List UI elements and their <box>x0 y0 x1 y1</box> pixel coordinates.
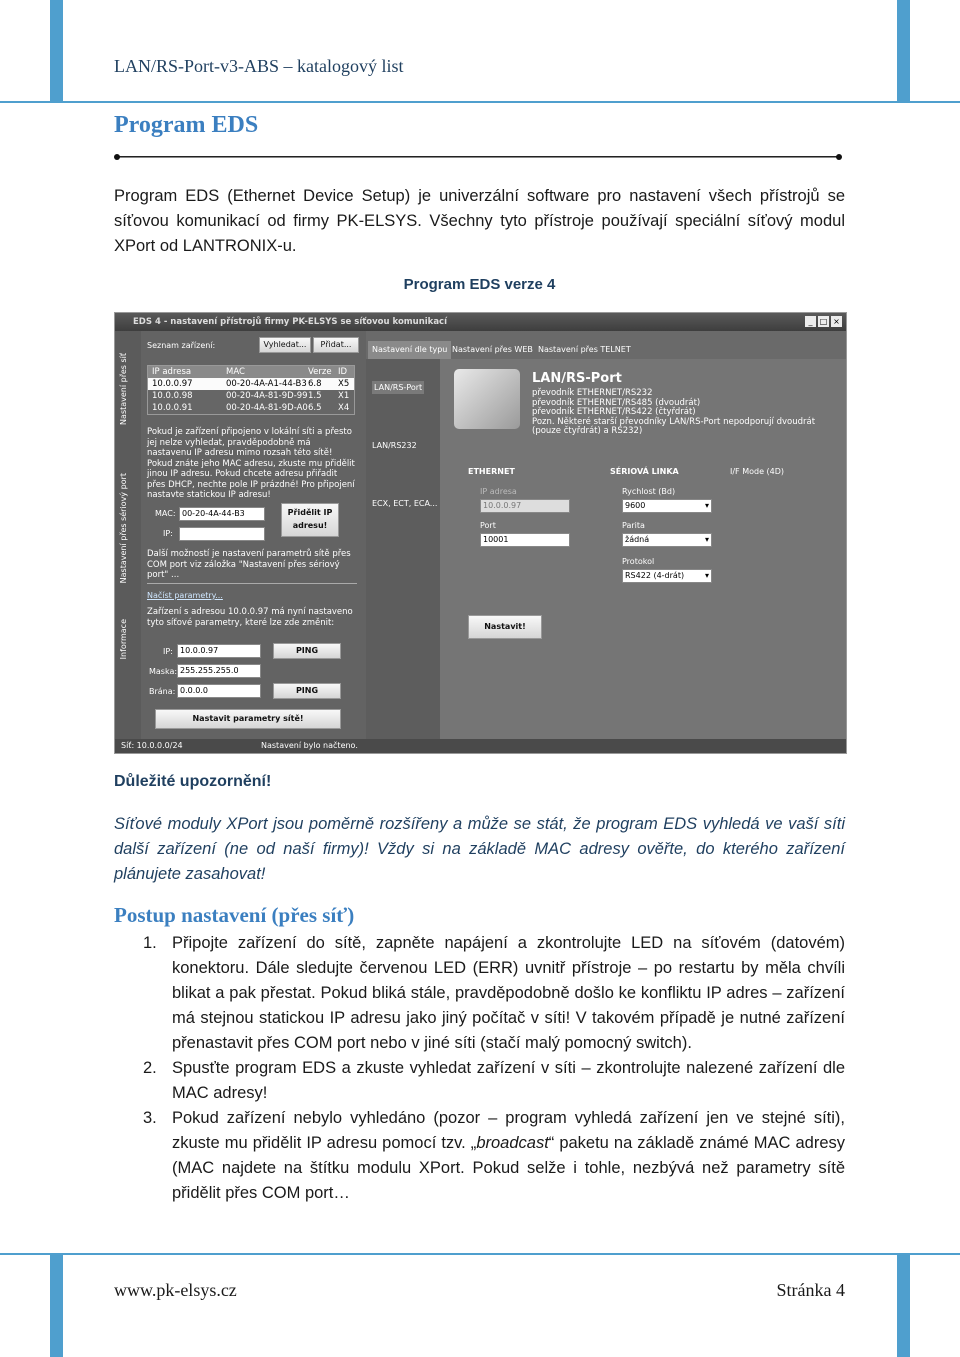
header-rule <box>0 101 960 103</box>
col-ip: IP adresa <box>152 367 192 377</box>
ethernet-label: ETHERNET <box>468 467 515 476</box>
info-text: Pokud je zařízení připojeno v lokální síti a přesto jej nelze vyhledat, pravděpodobně má nastavenu IP adresu mimo rozsah této sítě! Pokud znáte jeho MAC adresu, zkuste mu přidělit jinou IP adresu. Pokud chcete adresu přiřadit přes DHCP, nechte pole IP prázdné! Pro připojení nastavte statickou IP adresu! <box>147 427 355 500</box>
table-row <box>148 378 354 390</box>
vertical-tab-strip <box>115 331 141 739</box>
settings-panel <box>366 331 846 739</box>
vtab-serial: Nastavení přes sériový port <box>119 473 128 584</box>
warning-text: Síťové moduly XPort jsou poměrně rozšířeny a může se stát, že program EDS vyhledá ve vaší síti další zařízení (ne od naší firmy)! Vždy si na základě MAC adresy ověřte, do kterého zařízení plánujete zasahovat! <box>114 815 845 883</box>
tab-by-type: Nastavení dle typu <box>368 341 451 359</box>
device-line: převodník ETHERNET/RS422 (čtyřdrát) <box>532 407 696 418</box>
port-label: Port <box>480 521 496 530</box>
cell-mac: 00-20-4A-81-9D-A0 <box>226 403 308 413</box>
window-title: EDS 4 - nastavení přístrojů firmy PK-ELSYS se síťovou komunikací <box>133 317 448 327</box>
add-button: Přidat... <box>313 337 359 353</box>
cell-version: 6.5 <box>308 403 322 413</box>
frame-bar-bottom-left <box>50 1255 63 1357</box>
step-text-emphasis: broadcast <box>476 1134 549 1152</box>
step-text: Připojte zařízení do sítě, zapněte napájení a zkontrolujte LED na síťovém (datovém) konektoru. Dále sledujte červenou LED (ERR) uvnitř přístroje – po restartu by měla chvíli blikat a pak přestat. Pokud bliká stále, pravděpodobně došlo ke konfliktu IP adres – zařízení má stejnou statickou IP adresu jako jiný počítač v síti! V takovém případě je nutné zařízení přenastavit přes COM port nebo v jiné síti (stačí malý pomocný switch). <box>172 934 845 1052</box>
footer-website: www.pk-elsys.cz <box>114 1280 237 1300</box>
gateway-input: 0.0.0.0 <box>177 684 261 698</box>
list-item <box>114 931 845 1056</box>
search-button: Vyhledat... <box>259 337 311 353</box>
status-network: Síť: 10.0.0.0/24 <box>121 741 183 750</box>
running-header: LAN/RS-Port-v3-ABS – katalogový list <box>114 56 404 76</box>
intro-paragraph: Program EDS (Ethernet Device Setup) je univerzální software pro nastavení všech přístrojů se síťovou komunikací od firmy PK-ELSYS. Všechny tyto přístroje používají speciální síťový modul XPort od LANTRONIX-u. <box>114 187 845 255</box>
device-line: převodník ETHERNET/RS232 <box>532 388 653 398</box>
mac-input: 00-20-4A-44-B3 <box>179 507 265 521</box>
mac-label: MAC: <box>155 509 176 518</box>
type-lan-rs-port: LAN/RS-Port <box>374 383 423 392</box>
mask-label: Maska: <box>149 667 178 676</box>
cell-mac: 00-20-4A-81-9D-99 <box>226 391 308 401</box>
panel-divider <box>147 583 357 584</box>
ping-gateway-button: PING <box>273 683 341 699</box>
col-mac: MAC <box>226 367 245 377</box>
ip-input <box>179 527 265 541</box>
baud-label: Rychlost (Bd) <box>622 487 676 496</box>
section-heading-setup: Postup nastavení (přes síť) <box>114 903 355 927</box>
minimize-icon: _ <box>805 316 816 327</box>
setup-steps <box>114 931 845 1206</box>
ping-ip-button: PING <box>273 643 341 659</box>
window-controls <box>803 316 842 327</box>
eds-screenshot <box>114 312 847 754</box>
set-network-button: Nastavit parametry sítě! <box>155 709 341 729</box>
status-bar <box>115 739 846 753</box>
type-ecx: ECX, ECT, ECA... <box>372 499 438 508</box>
protocol-select: RS422 (4-drát) ▾ <box>622 569 712 583</box>
tab-web: Nastavení přes WEB <box>452 345 533 354</box>
step-text: Spusťte program EDS a zkuste vyhledat zařízení v síti – zkontrolujte nalezené zařízení dle MAC adresy! <box>172 1059 845 1102</box>
list-item <box>114 1106 845 1206</box>
ip-address-label: IP adresa <box>480 487 517 496</box>
section-heading-program-eds: Program EDS <box>114 112 259 138</box>
table-header <box>148 366 354 378</box>
device-list-label: Seznam zařízení: <box>147 341 216 350</box>
cell-ip: 10.0.0.97 <box>152 379 193 389</box>
device-note: Zařízení s adresou 10.0.0.97 má nyní nastaveno tyto síťové parametry, které lze zde změnit: <box>147 607 353 628</box>
device-description <box>532 389 832 437</box>
net-ip-input: 10.0.0.97 <box>177 644 261 658</box>
net-ip-label: IP: <box>163 647 173 656</box>
step-number: 3. <box>143 1109 157 1127</box>
footer-rule <box>0 1253 960 1255</box>
frame-bar-bottom-right <box>897 1255 910 1357</box>
serial-line-label: SÉRIOVÁ LINKA <box>610 467 679 476</box>
parity-select: žádná ▾ <box>622 533 712 547</box>
load-params-link: Načíst parametry... <box>147 591 223 600</box>
step-number: 1. <box>143 934 157 952</box>
heading-divider <box>114 154 842 160</box>
cell-id: X5 <box>338 379 350 389</box>
table-row <box>148 402 354 414</box>
apply-button: Nastavit! <box>468 615 542 639</box>
gateway-label: Brána: <box>149 687 176 696</box>
cell-id: X1 <box>338 391 350 401</box>
vtab-network: Nastavení přes síť <box>119 353 128 425</box>
protocol-label: Protokol <box>622 557 655 566</box>
cell-version: 1.5 <box>308 391 322 401</box>
device-type-list <box>366 359 440 739</box>
figure-caption: Program EDS verze 4 <box>403 276 556 293</box>
step-text: “ paketu na základě známé MAC adresy (MAC najdete na štítku modulu XPort. Pokud selže i tohle, nezbývá než parametry sítě přidělit přes COM port… <box>172 1134 846 1202</box>
window-titlebar <box>115 313 846 331</box>
device-line: převodník ETHERNET/RS485 (dvoudrát) <box>532 397 701 408</box>
cell-mac: 00-20-4A-A1-44-B3 <box>226 379 307 389</box>
col-id: ID <box>338 367 348 377</box>
if-mode-label: I/F Mode (4D) <box>730 467 785 476</box>
baud-select: 9600 ▾ <box>622 499 712 513</box>
col-version: Verze <box>308 367 332 377</box>
frame-bar-top-right <box>897 0 910 102</box>
status-message: Nastavení bylo načteno. <box>261 741 358 750</box>
step-text: Pokud zařízení nebylo vyhledáno (pozor – program vyhledá zařízení jen ve stejné síti), zkuste mu přidělit IP adresu pomocí tzv. „ <box>172 1109 845 1152</box>
mask-input: 255.255.255.0 <box>177 664 261 678</box>
list-item <box>114 1056 845 1106</box>
type-lan-rs232: LAN/RS232 <box>372 441 417 450</box>
device-photo <box>454 369 520 429</box>
device-table <box>147 365 355 415</box>
assign-ip-button: Přidělit IP adresu! <box>281 503 339 537</box>
tab-telnet: Nastavení přes TELNET <box>538 345 631 354</box>
cell-version: 6.8 <box>308 379 322 389</box>
footer-page-number: Stránka 4 <box>776 1280 845 1300</box>
ip-label: IP: <box>163 529 173 538</box>
warning-title: Důležité upozornění! <box>114 773 272 790</box>
ip-address-field: 10.0.0.97 <box>480 499 570 513</box>
cell-id: X4 <box>338 403 350 413</box>
step-number: 2. <box>143 1059 157 1077</box>
frame-bar-top-left <box>50 0 63 102</box>
top-tabs <box>366 339 846 359</box>
port-field: 10001 <box>480 533 570 547</box>
parity-label: Parita <box>622 521 645 530</box>
table-row <box>148 390 354 402</box>
device-title: LAN/RS-Port <box>532 371 622 386</box>
maximize-icon: □ <box>819 317 828 326</box>
close-icon: × <box>831 316 842 327</box>
cell-ip: 10.0.0.98 <box>152 391 193 401</box>
network-panel <box>141 331 366 739</box>
device-line: Pozn. Některé starší převodníky LAN/RS-Port nepodporují dvoudrát (pouze čtyřdrát) a RS232) <box>532 416 816 437</box>
vtab-info: Informace <box>119 619 128 660</box>
device-settings <box>440 359 846 739</box>
cell-ip: 10.0.0.91 <box>152 403 193 413</box>
serial-note: Další možností je nastavení parametrů sítě přes COM port viz záložka "Nastavení přes sériový port" ... <box>147 549 351 580</box>
